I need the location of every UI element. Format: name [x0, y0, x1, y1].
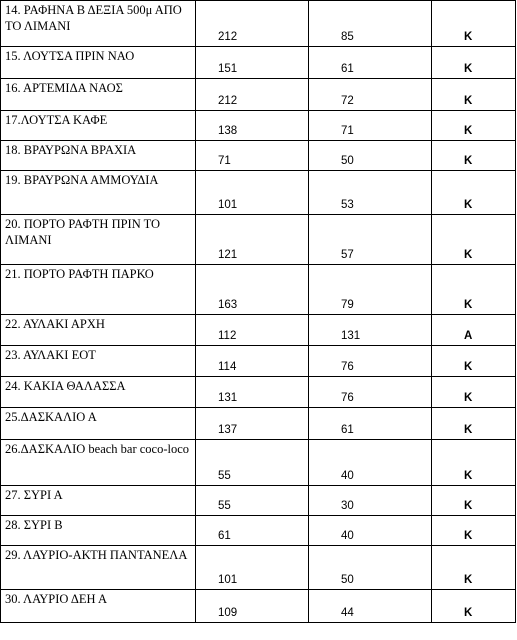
- value-b-cell: [309, 408, 432, 440]
- site-name-cell: [1, 111, 196, 141]
- rating-cell: [432, 377, 516, 408]
- value-b-cell: [309, 1, 432, 47]
- value-a-cell: [196, 408, 309, 440]
- rating-text: Κ: [464, 199, 473, 211]
- site-name-text: 25.ΔΑΣΚΑΛΙΟ Α: [5, 410, 97, 424]
- rating-text: Κ: [464, 607, 473, 619]
- table-row: [1, 590, 516, 623]
- site-name-cell: [1, 346, 196, 377]
- site-name-cell: [1, 47, 196, 79]
- site-name-text: 16. ΑΡΤΕΜΙΔΑ ΝΑΟΣ: [5, 81, 123, 95]
- rating-cell: [432, 346, 516, 377]
- value-a-cell: [196, 111, 309, 141]
- rating-text: Κ: [464, 361, 473, 373]
- table-row: [1, 79, 516, 111]
- value-b-text: 71: [341, 125, 354, 137]
- rating-cell: [432, 265, 516, 315]
- table-row: [1, 47, 516, 79]
- table-row: [1, 1, 516, 47]
- value-a-cell: [196, 590, 309, 623]
- value-b-cell: [309, 486, 432, 516]
- value-a-cell: [196, 1, 309, 47]
- rating-cell: [432, 47, 516, 79]
- value-b-text: 76: [341, 361, 354, 373]
- value-a-text: 71: [218, 155, 231, 167]
- rating-text: Κ: [464, 299, 473, 311]
- site-name-cell: [1, 171, 196, 215]
- value-b-text: 72: [341, 95, 354, 107]
- value-a-cell: [196, 171, 309, 215]
- site-name-cell: [1, 440, 196, 486]
- rating-text: Κ: [464, 125, 473, 137]
- value-b-cell: [309, 546, 432, 590]
- table-row: [1, 315, 516, 346]
- value-a-cell: [196, 346, 309, 377]
- value-a-text: 55: [218, 500, 231, 512]
- value-a-cell: [196, 79, 309, 111]
- rating-cell: [432, 590, 516, 623]
- rating-text: Κ: [464, 31, 473, 43]
- rating-cell: [432, 440, 516, 486]
- value-a-text: 61: [218, 530, 231, 542]
- rating-cell: [432, 171, 516, 215]
- rating-text: Κ: [464, 470, 473, 482]
- site-name-cell: [1, 1, 196, 47]
- value-a-text: 212: [218, 95, 238, 107]
- site-name-cell: [1, 265, 196, 315]
- site-name-text: 26.ΔΑΣΚΑΛΙΟ beach bar coco-loco: [5, 442, 190, 456]
- value-a-cell: [196, 440, 309, 486]
- table-row: [1, 346, 516, 377]
- site-name-text: 15. ΛΟΥΤΣΑ ΠΡΙΝ ΝΑΟ: [5, 49, 135, 63]
- site-name-cell: [1, 408, 196, 440]
- site-name-text: 29. ΛΑΥΡΙΟ-ΑΚΤΗ ΠΑΝΤΑΝΕΛΑ: [5, 548, 188, 562]
- table-row: [1, 408, 516, 440]
- site-name-cell: [1, 516, 196, 546]
- value-a-cell: [196, 516, 309, 546]
- value-b-cell: [309, 346, 432, 377]
- table-row: [1, 111, 516, 141]
- value-b-cell: [309, 215, 432, 265]
- site-name-cell: [1, 590, 196, 623]
- rating-cell: [432, 215, 516, 265]
- value-a-text: 137: [218, 424, 238, 436]
- value-b-cell: [309, 590, 432, 623]
- value-b-cell: [309, 315, 432, 346]
- table-row: [1, 440, 516, 486]
- value-a-cell: [196, 315, 309, 346]
- site-name-text: 19. ΒΡΑΥΡΩΝΑ ΑΜΜΟΥΔΙΑ: [5, 173, 159, 187]
- rating-cell: [432, 1, 516, 47]
- value-b-text: 30: [341, 500, 354, 512]
- table-row: [1, 516, 516, 546]
- rating-cell: [432, 141, 516, 171]
- value-a-cell: [196, 377, 309, 408]
- value-b-text: 76: [341, 392, 354, 404]
- value-b-text: 79: [341, 299, 354, 311]
- table-row: [1, 377, 516, 408]
- value-a-text: 121: [218, 249, 238, 261]
- site-name-text: 22. ΑΥΛΑΚΙ ΑΡΧΗ: [5, 317, 105, 331]
- site-name-text: 30. ΛΑΥΡΙΟ ΔΕΗ Α: [5, 592, 108, 606]
- value-b-text: 40: [341, 470, 354, 482]
- site-name-cell: [1, 486, 196, 516]
- table-row: [1, 171, 516, 215]
- table-row: [1, 546, 516, 590]
- site-name-cell: [1, 79, 196, 111]
- value-a-text: 101: [218, 574, 238, 586]
- value-a-text: 109: [218, 607, 238, 619]
- table-row: [1, 486, 516, 516]
- value-b-cell: [309, 516, 432, 546]
- site-name-text: 28. ΣΥΡΙ Β: [5, 518, 63, 532]
- rating-cell: [432, 516, 516, 546]
- value-a-cell: [196, 486, 309, 516]
- rating-cell: [432, 408, 516, 440]
- value-a-cell: [196, 47, 309, 79]
- value-b-cell: [309, 377, 432, 408]
- site-name-text: 24. ΚΑΚΙΑ ΘΑΛΑΣΣΑ: [5, 379, 126, 393]
- value-a-text: 151: [218, 63, 238, 75]
- rating-text: Κ: [464, 63, 473, 75]
- value-b-cell: [309, 265, 432, 315]
- value-a-text: 212: [218, 31, 238, 43]
- value-b-text: 50: [341, 574, 354, 586]
- site-name-text: 14. ΡΑΦΗΝΑ Β ΔΕΞΙΑ 500μ ΑΠΟ ΤΟ ΛΙΜΑΝΙ: [5, 3, 182, 33]
- value-a-text: 112: [218, 330, 237, 342]
- rating-cell: [432, 546, 516, 590]
- table-row: [1, 141, 516, 171]
- site-name-cell: [1, 377, 196, 408]
- rating-text: Κ: [464, 500, 473, 512]
- rating-cell: [432, 486, 516, 516]
- site-name-text: 23. ΑΥΛΑΚΙ ΕΟΤ: [5, 348, 96, 362]
- value-b-cell: [309, 440, 432, 486]
- site-name-text: 21. ΠΟΡΤΟ ΡΑΦΤΗ ΠΑΡΚΟ: [5, 267, 154, 281]
- rating-text: Κ: [464, 249, 473, 261]
- value-a-text: 101: [218, 199, 238, 211]
- table-row: [1, 265, 516, 315]
- value-b-text: 57: [341, 249, 354, 261]
- value-b-text: 40: [341, 530, 354, 542]
- value-a-text: 138: [218, 125, 238, 137]
- rating-text: Κ: [464, 392, 473, 404]
- value-b-text: 61: [341, 63, 354, 75]
- site-name-cell: [1, 546, 196, 590]
- value-a-text: 114: [218, 361, 237, 373]
- value-a-cell: [196, 141, 309, 171]
- value-a-text: 163: [218, 299, 238, 311]
- value-a-text: 131: [218, 392, 238, 404]
- value-b-text: 53: [341, 199, 354, 211]
- rating-text: Κ: [464, 424, 473, 436]
- value-b-text: 61: [341, 424, 354, 436]
- rating-text: Α: [464, 330, 473, 342]
- site-name-text: 27. ΣΥΡΙ Α: [5, 488, 63, 502]
- value-b-text: 85: [341, 31, 354, 43]
- rating-text: Κ: [464, 530, 473, 542]
- value-b-cell: [309, 141, 432, 171]
- rating-text: Κ: [464, 155, 473, 167]
- value-a-cell: [196, 265, 309, 315]
- rating-cell: [432, 111, 516, 141]
- rating-cell: [432, 315, 516, 346]
- value-b-text: 44: [341, 607, 354, 619]
- value-b-text: 50: [341, 155, 354, 167]
- value-a-cell: [196, 546, 309, 590]
- site-name-text: 20. ΠΟΡΤΟ ΡΑΦΤΗ ΠΡΙΝ ΤΟ ΛΙΜΑΝΙ: [5, 217, 161, 247]
- site-name-text: 18. ΒΡΑΥΡΩΝΑ ΒΡΑΧΙΑ: [5, 143, 137, 157]
- table-row: [1, 215, 516, 265]
- value-a-text: 55: [218, 470, 231, 482]
- site-name-cell: [1, 141, 196, 171]
- site-name-cell: [1, 315, 196, 346]
- site-name-cell: [1, 215, 196, 265]
- rating-text: Κ: [464, 574, 473, 586]
- rating-cell: [432, 79, 516, 111]
- site-name-text: 17.ΛΟΥΤΣΑ ΚΑΦΕ: [5, 113, 108, 127]
- value-b-cell: [309, 47, 432, 79]
- results-table-body: [1, 1, 516, 623]
- rating-text: Κ: [464, 95, 473, 107]
- value-b-text: 131: [341, 330, 361, 342]
- value-b-cell: [309, 111, 432, 141]
- value-a-cell: [196, 215, 309, 265]
- value-b-cell: [309, 79, 432, 111]
- value-b-cell: [309, 171, 432, 215]
